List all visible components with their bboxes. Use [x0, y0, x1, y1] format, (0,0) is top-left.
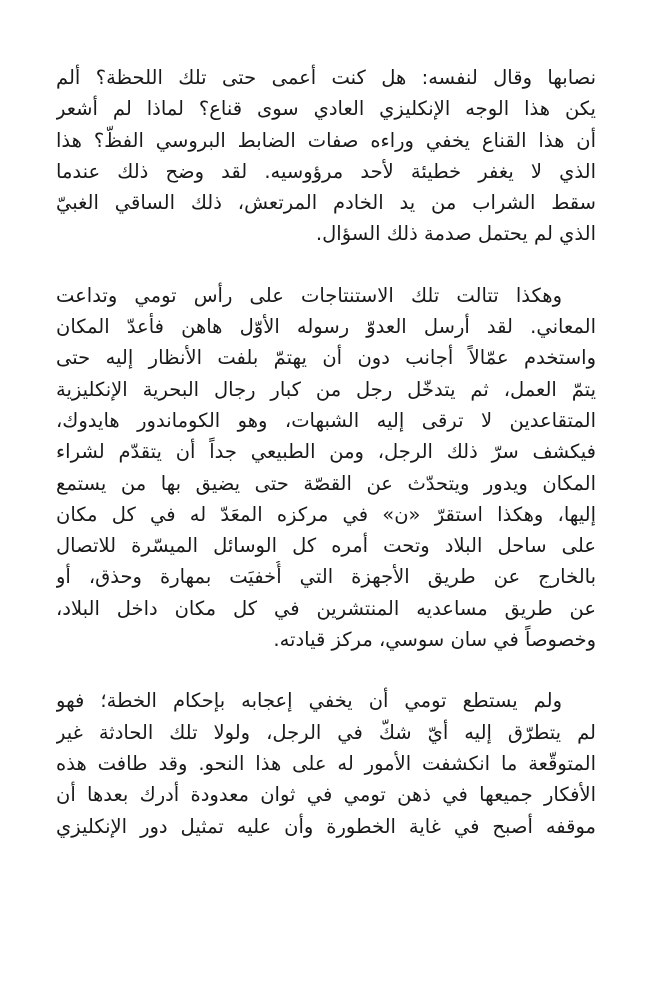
text-line: لم يتطرّق إليه أيّ شكّ في الرجل، ولولا تلك الحادثة غير — [56, 720, 596, 744]
text-line: يكن هذا الوجه الإنكليزي العادي سوى قناع؟ لماذا لم أشعر — [56, 97, 596, 121]
paragraph-spacer — [56, 250, 596, 280]
text-line: عن طريق مساعديه المنتشرين في كل مكان داخل البلاد، — [56, 596, 596, 620]
text-line: موقفه أصبح في غاية الخطورة وأن عليه تمثيل دور الإنكليزي — [56, 814, 596, 838]
paragraph-3 — [56, 685, 596, 841]
paragraph-2 — [56, 280, 596, 656]
text-line: ولم يستطع تومي أن يخفي إعجابه بإحكام الخطة؛ فهو — [56, 689, 562, 713]
text-line: وهكذا تتالت تلك الاستنتاجات على رأس تومي وتداعت — [56, 283, 562, 307]
text-line: المتوقّعة ما انكشفت الأمور له على هذا النحو. وقد طافت هذه — [56, 751, 596, 775]
text-line: سقط الشراب من يد الخادم المرتعش، ذلك الساقي الغبيّ — [56, 191, 596, 215]
text-line: أن هذا القناع يخفي وراءه صفات الضابط البروسي الفظّ؟ هذا — [56, 128, 596, 152]
text-line: الذي لم يحتمل صدمة ذلك السؤال. — [315, 222, 596, 246]
text-line: على ساحل البلاد وتحت أمره كل الوسائل الميسّرة للاتصال — [56, 534, 596, 558]
text-line: الأفكار جميعها في ذهن تومي في ثوان معدودة أدرك بعدها أن — [56, 783, 596, 807]
text-line: الذي لا يغفر خطيئة لأحد مرؤوسيه. لقد وضح ذلك عندما — [56, 159, 596, 183]
text-line: إليها، وهكذا استقرّ «ن» في مركزه المعَدّ له في كل مكان — [56, 502, 596, 526]
text-line: بالخارج عن طريق الأجهزة التي أُخفيَت بمهارة وحذق، أو — [56, 565, 596, 589]
text-line: نصابها وقال لنفسه: هل كنت أعمى حتى تلك اللحظة؟ ألم — [56, 66, 596, 89]
text-line: واستخدم عمّالاً أجانب دون أن يهتمّ بلفت الأنظار إليه حتى — [56, 346, 596, 370]
book-page — [56, 62, 596, 982]
text-line: فيكشف سرّ ذلك الرجل، ومن الطبيعي جداً أن يتقدّم لشراء — [56, 440, 596, 464]
paragraph-1 — [56, 62, 596, 250]
paragraph-spacer — [56, 655, 596, 685]
text-line: المكان ويدور ويتحدّث عن القصّة حتى يضيق بها من يستمع — [56, 471, 596, 495]
text-line: يتمّ العمل، ثم يتدخّل رجل من كبار رجال البحرية الإنكليزية — [56, 377, 596, 401]
text-line: المعاني. لقد أرسل العدوّ رسوله الأوّل هاهن فأعدّ المكان — [56, 315, 596, 339]
text-line: وخصوصاً في سان سوسي، مركز قيادته. — [273, 628, 596, 652]
text-line: المتقاعدين لا ترقى إليه الشبهات، وهو الكوماندور هايدوك، — [56, 408, 596, 432]
